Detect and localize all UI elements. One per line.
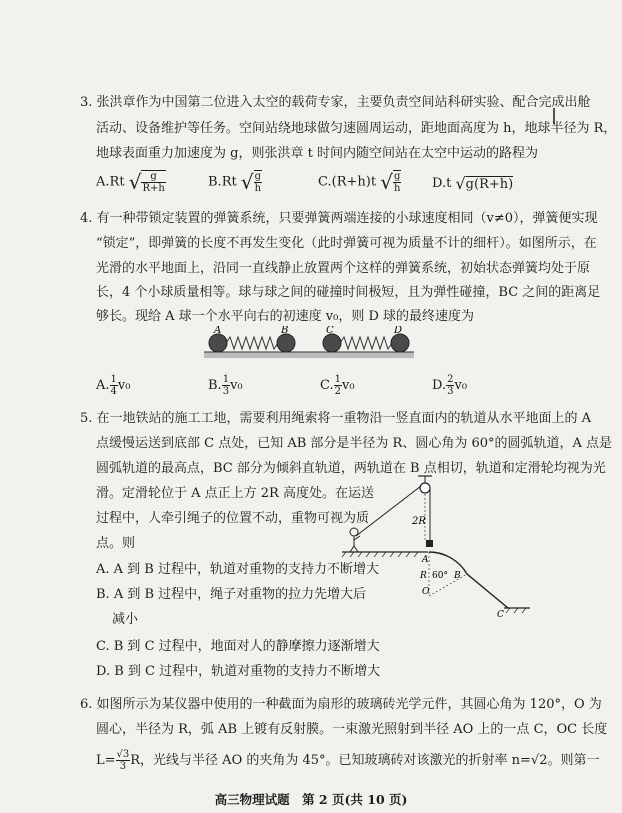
q4-option-b: B. $\frac{1}{3}$ v₀: [208, 374, 243, 397]
q4-option-c: C. $\frac{1}{2}$ v₀: [320, 374, 355, 397]
spring-ab: [226, 337, 278, 349]
q5-option-c: C. B 到 C 过程中，地面对人的静摩擦力逐渐增大: [96, 639, 380, 654]
ball-a: [209, 334, 227, 352]
q4-line-5: 够长。现给 A 球一个水平向右的初速度 v₀，则 D 球的最终速度为: [96, 309, 475, 324]
label-d: D: [394, 326, 403, 336]
q5-line-2: 点缓慢运送到底部 C 点处，已知 AB 部分是半径为 R、圆心角为 60°的圆弧轨道，A 点是: [96, 436, 613, 451]
q3-option-c: C.(R+h)t √ $\frac{g}{h}$: [318, 170, 401, 194]
q5-line-5: 过程中，人牵引绳子的位置不动，重物可视为质: [96, 511, 370, 526]
q4-line-3: 光滑的水平地面上，沿同一直线静止放置两个这样的弹簧系统，初始状态弹簧均处于原: [96, 261, 591, 276]
ground-surface: [204, 352, 414, 358]
label-b: B: [454, 571, 461, 581]
q4-line-1: 4. 有一种带锁定装置的弹簧系统，只要弹簧两端连接的小球速度相同（v≠0），弹簧便实现: [80, 211, 598, 226]
label-r: R: [420, 571, 427, 581]
label-o: O: [422, 587, 430, 597]
q5-line-6: 点。则: [96, 536, 136, 551]
q4-line-2: “锁定”，即弹簧的长度不再发生变化（此时弹簧可视为质量不计的细杆）。如图所示，在: [96, 236, 597, 251]
q3-line-2: 活动、设备维护等任务。空间站绕地球做匀速圆周运动，距地面高度为 h，地球半径为 R，: [96, 121, 617, 136]
label-a: A: [214, 326, 222, 336]
q3-line-3: 地球表面重力加速度为 g，则张洪章 t 时间内随空间站在太空中运动的路程为: [96, 146, 538, 161]
q6-line-2: 圆心，半径为 R，弧 AB 上镀有反射膜。一束激光照射到半径 AO 上的一点 C，OC 长度: [96, 722, 608, 737]
q3-line-1: 3. 张洪章作为中国第二位进入太空的载荷专家，主要负责空间站科研实验、配合完成出舱: [80, 95, 591, 110]
label-a: A: [422, 555, 429, 565]
ball-b: [277, 334, 295, 352]
spring-cd: [340, 337, 392, 349]
track-pulley-figure: [340, 474, 540, 620]
q5-line-1: 5. 在一地铁站的施工工地，需要利用绳索将一重物沿一竖直面内的轨道从水平地面上的 A: [80, 411, 592, 426]
label-60: 60°: [432, 571, 448, 581]
q3-option-d: D.t √g(R+h): [432, 174, 514, 193]
q4-line-4: 长，4 个小球质量相等。球与球之间的碰撞时间极短，且为弹性碰撞，BC 之间的距离足: [96, 285, 601, 300]
page-footer: 高三物理试题 第 2 页(共 10 页): [214, 792, 408, 807]
ball-d: [391, 334, 409, 352]
q5-option-a: A. A 到 B 过程中，轨道对重物的支持力不断增大: [96, 562, 379, 577]
label-2r: 2R: [412, 516, 426, 527]
label-c: C: [497, 610, 504, 620]
q3-option-b: B.Rt √ $\frac{g}{h}$: [208, 170, 262, 194]
q6-line-3: L= $\frac{√3}{3}$ R，光线与半径 AO 的夹角为 45°。已知玻璃砖对该激光的折射率 n=√2。则第一: [96, 749, 600, 772]
rope-to-person: [356, 486, 421, 536]
q5-option-d: D. B 到 C 过程中，轨道对重物的支持力不断增大: [96, 664, 381, 679]
spring-system-figure: [204, 326, 414, 360]
ball-c: [323, 334, 341, 352]
mass-block: [426, 540, 433, 547]
q5-line-3: 圆弧轨道的最高点，BC 部分为倾斜直轨道，两轨道在 B 点相切，轨道和定滑轮均视为光: [96, 461, 606, 476]
q5-option-b-cont: 减小: [112, 612, 139, 627]
label-b: B: [281, 326, 289, 336]
q5-line-4: 滑。定滑轮位于 A 点正上方 2R 高度处。在运送: [96, 486, 374, 501]
q4-option-d: D. $\frac{2}{3}$ v₀: [432, 374, 468, 397]
pulley: [420, 483, 430, 493]
label-c: C: [326, 326, 334, 336]
q6-line-1: 6. 如图所示为某仪器中使用的一种截面为扇形的玻璃砖光学元件，其圆心角为 120°，O 为: [80, 697, 602, 712]
q3-option-a: A.Rt √ $\frac{g}{R+h}$: [96, 170, 165, 194]
q4-option-a: A. $\frac{1}{4}$ v₀: [96, 374, 131, 397]
person-head: [350, 528, 358, 536]
q5-option-b: B. A 到 B 过程中，绳子对重物的拉力先增大后: [96, 587, 367, 602]
